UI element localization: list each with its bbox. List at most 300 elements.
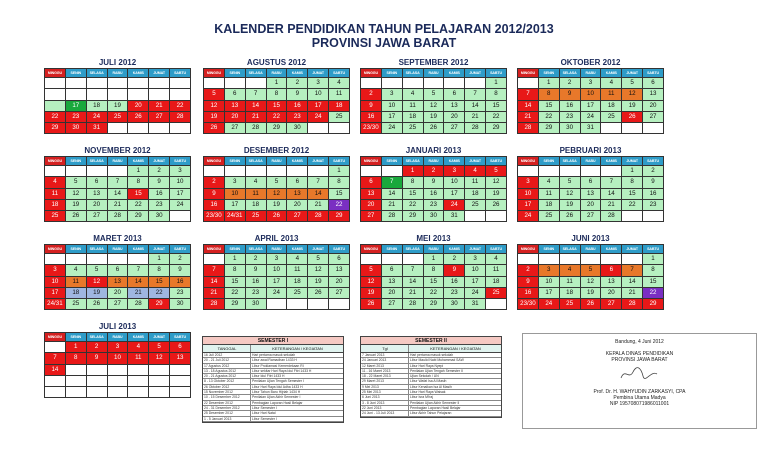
day-cell: 18 [601,100,622,111]
day-header: KAMIS [287,245,308,254]
day-cell [170,375,191,386]
semester-row-date: 3 - 8 Juni 2013 [361,401,409,405]
day-cell: 14 [518,100,539,111]
day-cell: 24 [86,111,107,122]
day-cell: 28 [622,299,643,310]
day-cell: 11 [486,265,507,276]
day-cell: 27 [224,123,245,134]
day-header: RABU [266,157,287,166]
day-cell [465,78,486,89]
day-cell: 28 [465,123,486,134]
day-cell: 1 [128,166,149,177]
day-cell: 20 [287,199,308,210]
day-cell: 19 [486,188,507,199]
day-cell: 10 [580,89,601,100]
semester-row-desc: Libur Semester I [252,416,277,421]
day-header: KAMIS [444,245,465,254]
day-cell: 9 [149,177,170,188]
day-cell: 4 [465,166,486,177]
day-cell: 1 [423,254,444,265]
month-table [203,68,350,134]
day-cell: 19 [423,111,444,122]
semester-row-desc: Libur awal Ramadhan 1433 H [252,358,297,363]
day-cell: 29 [224,299,245,310]
month-table [360,156,507,222]
month-name: JULI 2012 [98,58,137,67]
day-cell: 12 [559,188,580,199]
day-header: SABTU [329,157,350,166]
day-cell: 11 [601,89,622,100]
day-cell: 31 [465,299,486,310]
day-cell: 6 [107,265,128,276]
day-cell: 6 [643,78,664,89]
day-cell: 26 [86,299,107,310]
day-cell: 29 [538,123,559,134]
day-cell: 3 [580,78,601,89]
day-cell: 8 [224,265,245,276]
day-cell [149,375,170,386]
day-cell [86,387,107,398]
month-name: NOVEMBER 2012 [84,146,151,155]
day-cell: 28 [128,299,149,310]
day-header: SABTU [329,69,350,78]
day-cell: 24 [308,111,329,122]
day-cell: 1 [402,166,423,177]
day-cell: 4 [538,177,559,188]
day-cell [149,89,170,100]
day-header: MINGGU [518,157,539,166]
day-cell: 5 [622,78,643,89]
day-cell: 4 [45,177,66,188]
day-cell [245,78,266,89]
day-cell: 19 [559,199,580,210]
day-header: SENIN [224,157,245,166]
day-cell [381,254,402,265]
day-header: SABTU [170,69,191,78]
day-cell: 15 [224,276,245,287]
day-cell: 1 [643,254,664,265]
day-cell: 5 [423,89,444,100]
day-cell: 22 [622,199,643,210]
day-cell: 6 [287,177,308,188]
month-calendar [44,57,191,134]
day-cell: 3 [465,254,486,265]
day-cell: 24 [518,211,539,222]
semester-row-date: 10 - 15 Desember 2012 [203,395,251,399]
day-cell: 7 [128,265,149,276]
day-cell: 3 [538,265,559,276]
day-cell: 23/30 [518,299,539,310]
semester-row-date: 11 - 16 Maret 2013 [361,369,409,373]
day-cell: 16 [170,276,191,287]
day-cell [538,254,559,265]
day-cell [287,299,308,310]
day-header: RABU [107,69,128,78]
day-cell: 15 [622,188,643,199]
day-cell: 22 [149,287,170,298]
day-cell [45,375,66,386]
day-cell: 24/31 [45,299,66,310]
day-cell: 28 [381,211,402,222]
day-cell: 13 [170,353,191,364]
handwritten-signature [619,366,659,385]
day-cell: 9 [170,265,191,276]
day-cell: 19 [266,199,287,210]
day-header: JUMAT [149,245,170,254]
semester1-col-desc: KETERANGAN / KEGIATAN [272,346,323,351]
day-cell: 22 [224,287,245,298]
day-cell: 20 [580,199,601,210]
semester-row-date: 22 Desember 2012 [203,401,251,405]
day-cell: 3 [308,78,329,89]
day-cell: 15 [643,276,664,287]
day-cell: 26 [580,299,601,310]
day-cell: 10 [381,100,402,111]
semester-row [361,411,501,416]
day-cell [518,166,539,177]
day-cell [107,89,128,100]
day-header: RABU [107,333,128,342]
day-cell [107,375,128,386]
signature-rank: Pembina Utama Madya [613,395,666,401]
day-cell [245,166,266,177]
day-header: SENIN [65,333,86,342]
month-table [517,244,664,310]
semester-row-desc: Libur Hari Raya Idul Adha 1433 H [252,384,303,389]
day-cell: 24 [266,287,287,298]
day-cell: 10 [518,188,539,199]
day-cell: 26 [486,199,507,210]
month-table [360,68,507,134]
day-cell: 17 [538,287,559,298]
month-calendar [44,145,191,222]
day-cell [45,89,66,100]
day-cell: 7 [45,353,66,364]
day-cell: 23 [170,287,191,298]
day-cell: 29 [643,299,664,310]
day-header: RABU [107,157,128,166]
day-cell: 26 [65,211,86,222]
day-header: JUMAT [465,157,486,166]
day-header: SENIN [538,157,559,166]
day-header: KAMIS [601,157,622,166]
day-cell: 13 [643,89,664,100]
day-cell: 26 [308,287,329,298]
day-cell: 13 [580,188,601,199]
page-header [0,22,768,50]
day-cell: 11 [245,188,266,199]
day-cell: 23 [643,199,664,210]
semester-row-date: 25 Mei 2013 [361,390,409,394]
day-cell: 27 [444,123,465,134]
day-header: JUMAT [149,157,170,166]
day-cell [204,78,225,89]
semester-row-date: 12 Maret 2013 [361,364,409,368]
day-header: SENIN [224,69,245,78]
semester-row-desc: Penilaian Ujian Akhir Semester I [252,395,301,400]
day-header: SENIN [381,69,402,78]
day-cell: 25 [245,211,266,222]
day-cell: 19 [204,111,225,122]
day-cell: 6 [444,89,465,100]
day-cell: 14 [381,188,402,199]
day-cell: 8 [423,265,444,276]
day-cell: 18 [538,199,559,210]
day-header: RABU [266,69,287,78]
day-cell: 13 [381,276,402,287]
month-table [44,332,191,398]
day-header: RABU [580,157,601,166]
day-cell: 13 [287,188,308,199]
semester2-title: SEMESTER II [361,337,501,345]
day-cell: 21 [204,287,225,298]
day-header: SELASA [245,69,266,78]
day-cell: 1 [622,166,643,177]
day-cell: 25 [402,123,423,134]
semester-row-desc: Penilaian Ujian Tengah Semester I [252,379,304,384]
day-cell [559,254,580,265]
day-cell: 12 [361,276,382,287]
day-header: JUMAT [465,245,486,254]
day-cell [580,254,601,265]
day-header: MINGGU [204,245,225,254]
day-cell: 13 [329,265,350,276]
day-header: JUMAT [308,245,329,254]
day-cell [308,299,329,310]
day-cell: 5 [86,265,107,276]
day-cell [329,123,350,134]
day-cell: 12 [308,265,329,276]
signature-block [522,333,757,429]
day-cell: 5 [149,342,170,353]
day-header: KAMIS [444,69,465,78]
day-cell: 25 [559,299,580,310]
day-cell: 7 [465,89,486,100]
day-cell: 11 [465,177,486,188]
day-cell: 27 [381,299,402,310]
day-header: MINGGU [361,69,382,78]
semester-row-date: 24 Juni - 13 Juli 2013 [361,411,409,415]
day-header: SABTU [170,157,191,166]
day-cell: 28 [402,299,423,310]
day-cell: 7 [245,89,266,100]
day-cell: 20 [224,111,245,122]
day-cell [486,211,507,222]
day-cell: 14 [601,188,622,199]
day-cell: 9 [245,265,266,276]
day-cell: 4 [65,265,86,276]
day-cell: 12 [486,177,507,188]
day-cell: 7 [308,177,329,188]
day-cell: 6 [601,265,622,276]
day-cell: 17 [224,199,245,210]
day-cell: 18 [486,276,507,287]
day-cell: 16 [149,188,170,199]
day-cell: 12 [149,353,170,364]
month-table [360,244,507,310]
day-cell [128,375,149,386]
day-cell [65,89,86,100]
day-cell: 15 [423,276,444,287]
day-cell: 3 [381,89,402,100]
day-cell: 21 [465,111,486,122]
day-cell: 15 [266,100,287,111]
day-cell: 4 [287,254,308,265]
day-cell [86,254,107,265]
day-cell: 20 [361,199,382,210]
day-cell: 2 [86,342,107,353]
day-cell: 27 [329,287,350,298]
day-cell [204,254,225,265]
day-cell: 13 [444,100,465,111]
day-cell [601,123,622,134]
day-cell: 11 [538,188,559,199]
day-cell: 22 [402,199,423,210]
day-header: MINGGU [361,245,382,254]
day-cell: 28 [245,123,266,134]
month-name: JULI 2013 [98,322,137,331]
day-cell: 12 [86,276,107,287]
day-cell: 17 [381,111,402,122]
day-header: MINGGU [204,157,225,166]
day-header: JUMAT [465,69,486,78]
day-cell: 8 [486,89,507,100]
day-cell [107,78,128,89]
day-cell: 11 [329,89,350,100]
day-cell: 14 [308,188,329,199]
day-cell: 2 [444,254,465,265]
day-cell: 26 [128,111,149,122]
month-calendar [360,145,507,222]
day-header: SENIN [65,157,86,166]
day-cell [45,254,66,265]
day-cell: 25 [486,287,507,298]
day-cell: 23 [65,111,86,122]
month-table [44,244,191,310]
day-cell: 19 [65,199,86,210]
day-cell: 19 [361,287,382,298]
day-cell [86,78,107,89]
month-calendar [203,145,350,222]
day-cell: 24 [444,199,465,210]
semester-row-date: 29 Maret 2013 [361,379,409,383]
month-calendar [44,321,191,398]
day-cell: 10 [444,177,465,188]
day-cell: 25 [65,299,86,310]
day-cell: 21 [245,111,266,122]
day-header: SELASA [559,69,580,78]
day-cell: 31 [580,123,601,134]
day-cell [170,211,191,222]
day-cell: 5 [65,177,86,188]
day-cell: 21 [381,199,402,210]
day-cell: 25 [107,111,128,122]
day-cell [65,375,86,386]
day-cell: 5 [266,177,287,188]
day-cell: 23/30 [204,211,225,222]
day-cell: 23 [423,199,444,210]
month-name: SEPTEMBER 2012 [398,58,469,67]
day-header: SABTU [486,157,507,166]
day-cell [86,89,107,100]
day-cell: 1 [65,342,86,353]
day-cell: 26 [266,211,287,222]
day-header: SELASA [402,157,423,166]
semester-row-date: 16 Juli 2012 [203,353,251,357]
day-header: JUMAT [622,245,643,254]
day-cell: 12 [622,89,643,100]
day-cell: 2 [149,166,170,177]
day-header: SELASA [559,245,580,254]
day-cell: 10 [170,177,191,188]
day-cell: 17 [170,188,191,199]
day-cell [128,364,149,375]
day-cell: 7 [601,177,622,188]
semester-row-desc: Libur Idul Fitri 1433 H [252,374,285,379]
day-cell: 15 [329,188,350,199]
day-cell [170,89,191,100]
day-header: MINGGU [45,157,66,166]
day-cell [423,78,444,89]
day-header: MINGGU [204,69,225,78]
day-header: SENIN [538,245,559,254]
day-cell: 22 [266,111,287,122]
day-cell: 6 [170,342,191,353]
day-cell: 23 [444,287,465,298]
month-calendar [517,57,664,134]
day-cell [622,123,643,134]
day-cell: 3 [45,265,66,276]
day-cell: 21 [107,199,128,210]
semester-row-desc: Ujian Sekolah / UN [410,374,439,379]
day-header: MINGGU [45,245,66,254]
day-header: SABTU [643,69,664,78]
semester-row-desc: Libur sekitar Hari Raya Idul Fitri 1433 H [252,368,312,373]
semester-row-date: 18 - 22 Maret 2013 [361,374,409,378]
day-cell [107,166,128,177]
semester2-table [360,336,502,418]
day-cell: 22 [128,199,149,210]
day-cell: 18 [245,199,266,210]
day-cell: 18 [559,287,580,298]
day-cell [444,78,465,89]
day-header: SABTU [329,245,350,254]
day-cell: 27 [107,299,128,310]
day-header: RABU [580,69,601,78]
day-cell: 27 [580,211,601,222]
day-cell: 13 [361,188,382,199]
day-cell: 24 [170,199,191,210]
month-name: DESEMBER 2012 [243,146,310,155]
day-header: SABTU [170,245,191,254]
day-cell [65,364,86,375]
day-header: KAMIS [128,245,149,254]
day-cell: 15 [149,276,170,287]
day-cell: 18 [65,287,86,298]
day-cell: 18 [402,111,423,122]
day-cell [86,166,107,177]
day-cell: 26 [204,123,225,134]
day-cell: 11 [45,188,66,199]
day-cell: 28 [107,211,128,222]
semester-row-date: 20 - 21 Agustus 2012 [203,374,251,378]
day-cell: 25 [287,287,308,298]
day-cell: 9 [423,177,444,188]
day-header: KAMIS [128,333,149,342]
day-cell: 9 [361,100,382,111]
day-cell: 17 [518,199,539,210]
day-cell [465,211,486,222]
